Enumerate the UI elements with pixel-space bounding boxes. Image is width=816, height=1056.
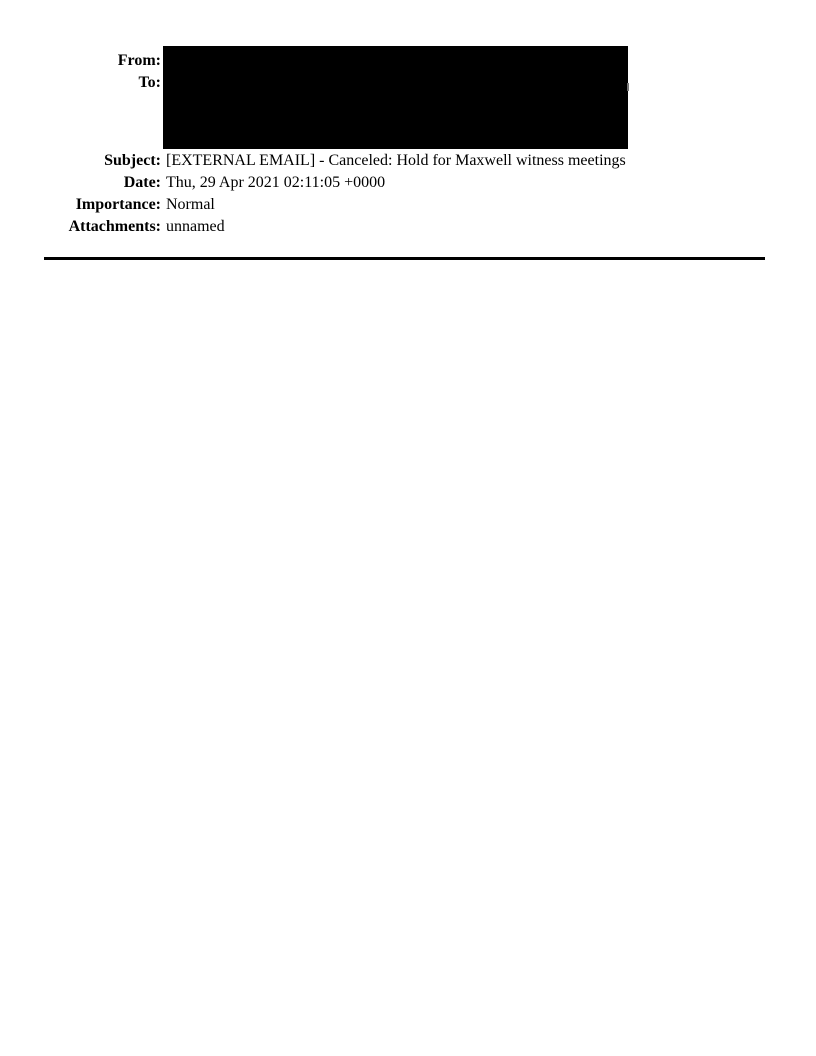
- importance-value: Normal: [166, 196, 215, 213]
- subject-label: Subject:: [104, 152, 161, 169]
- attachments-value: unnamed: [166, 218, 225, 235]
- importance-label: Importance:: [75, 196, 161, 213]
- header-separator: [44, 257, 765, 260]
- field-row-subject: [0, 150, 816, 172]
- attachments-label: Attachments:: [68, 218, 161, 235]
- field-row-to: [0, 72, 816, 94]
- date-label: Date:: [123, 174, 161, 191]
- from-label: From:: [117, 52, 161, 69]
- date-value: Thu, 29 Apr 2021 02:11:05 +0000: [166, 174, 386, 191]
- field-row-importance: [0, 194, 816, 216]
- to-label: To:: [138, 74, 161, 91]
- field-row-date: [0, 172, 816, 194]
- subject-value: [EXTERNAL EMAIL] - Canceled: Hold for Maxwell witness meetings: [166, 152, 626, 169]
- field-row-from: [0, 50, 816, 72]
- field-row-attachments: [0, 216, 816, 238]
